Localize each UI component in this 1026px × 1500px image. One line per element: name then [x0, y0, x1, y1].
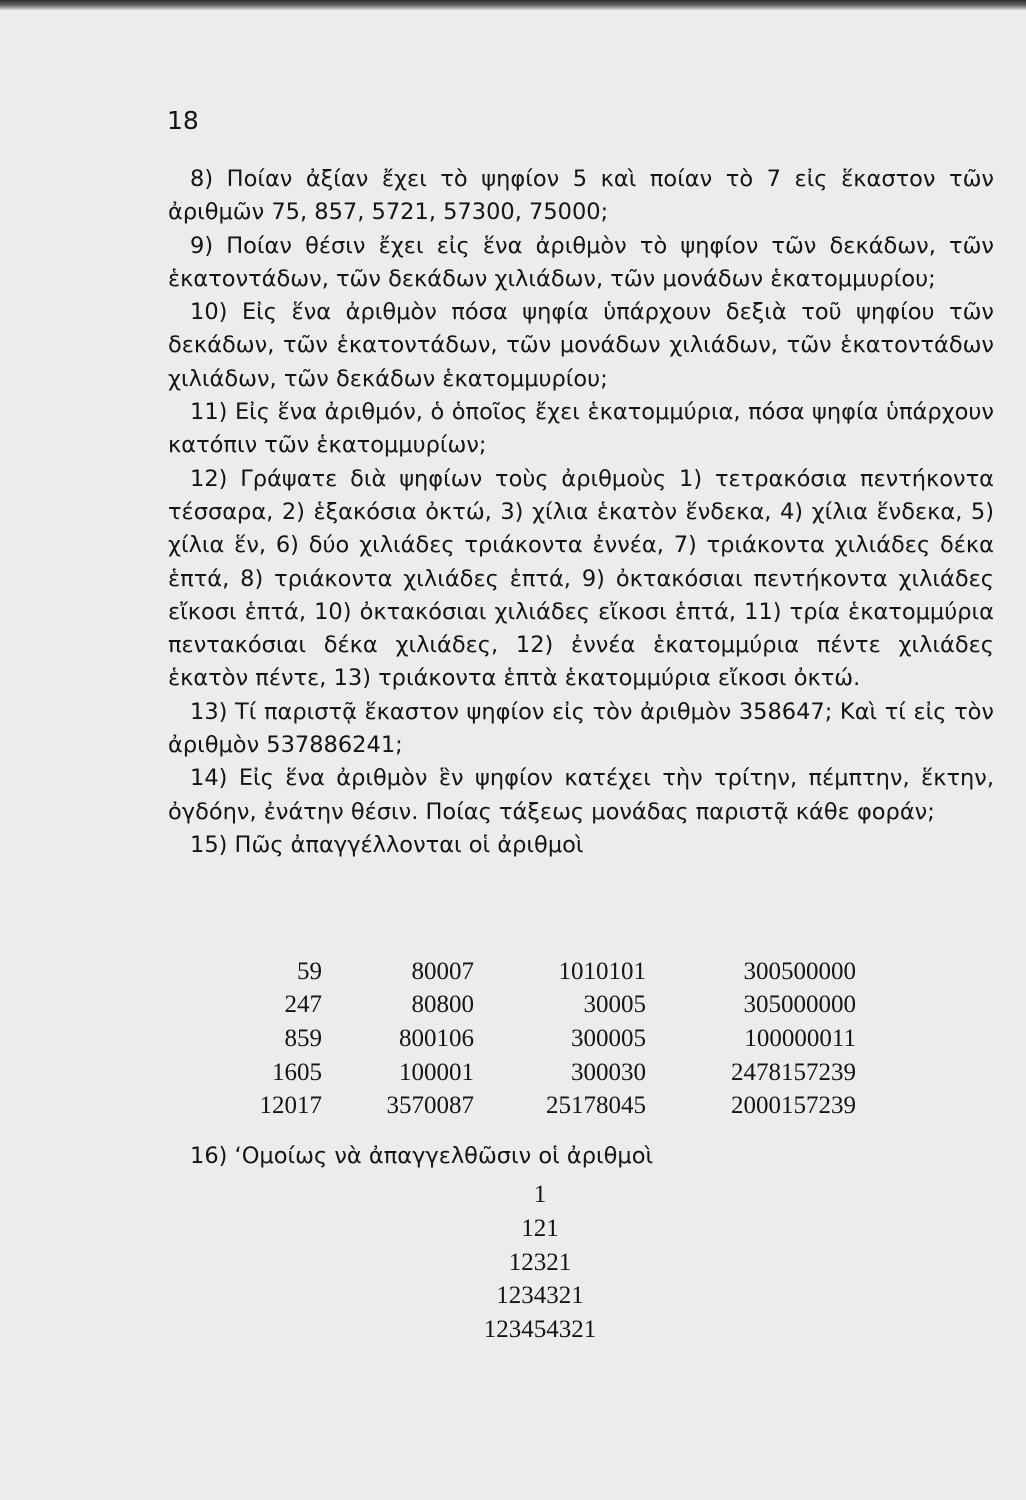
table-cell: 80007: [411, 957, 474, 985]
table-cell: 100000011: [744, 1024, 856, 1052]
table-cell: 2000157239: [731, 1092, 856, 1120]
question-12: 12) Γράψατε διὰ ψηφίων τοὺς ἀριθμοὺς 1) τετρακόσια πεντήκοντα τέσσαρα, 2) ἑξακόσια ὀκτώ, 3) χίλια ἑκατὸν ἕνδεκα, 4) χίλια ἕνδεκα, 5) χίλια ἕν, 6) δύο χιλιάδες τριάκοντα ἐννέα, 7) τριάκοντα χιλιάδες δέκα ἑπτά, 8) τριάκοντα χιλιάδες ἑπτά, 9) ὀκτακόσιαι πεντήκοντα χιλιάδες εἴκοσι ἑπτά, 10) ὀκτακόσιαι χιλιάδες εἴκοσι ἑπτά, 11) τρία ἑκατομμύρια πεντακόσιαι δέκα χιλιάδες, 12) ἐννέα ἑκατομμύρια πέντε χιλιάδες ἑκατὸν πέντε, 13) τριάκοντα ἑπτὰ ἑκατομμύρια εἴκοσι ὀκτώ.: [168, 465, 994, 692]
table-cell: 12017: [259, 1092, 322, 1120]
table-cell: 1605: [272, 1058, 322, 1086]
table-cell: 100001: [399, 1058, 474, 1086]
table-cell: 300030: [571, 1058, 646, 1086]
table-cell: 3570087: [386, 1092, 474, 1120]
pyramid-line: 12321: [508, 1248, 572, 1276]
question-10: 10) Εἰς ἕνα ἀριθμὸν πόσα ψηφία ὑπάρχουν δεξιὰ τοῦ ψηφίου τῶν δεκάδων, τῶν ἑκατοντάδων, τῶν μονάδων χιλιάδων, τῶν ἑκατοντάδων χιλιάδων, τῶν δεκάδων ἑκατομμυρίου;: [168, 299, 994, 392]
table-cell: 300005: [571, 1024, 646, 1052]
question-11: 11) Εἰς ἕνα ἀριθμόν, ὁ ὁποῖος ἔχει ἑκατομμύρια, πόσα ψηφία ὑπάρχουν κατόπιν τῶν ἑκατομμυρίων;: [168, 399, 994, 459]
table-cell: 59: [297, 957, 322, 985]
table-cell: 859: [284, 1024, 322, 1052]
table-cell: 305000000: [743, 991, 856, 1019]
table-cell: 300500000: [743, 957, 856, 985]
number-pyramid: [395, 1178, 685, 1347]
question-9: 9) Ποίαν θέσιν ἔχει εἰς ἕνα ἀριθμὸν τὸ ψηφίον τῶν δεκάδων, τῶν ἑκατοντάδων, τῶν δεκάδων χιλιάδων, τῶν μονάδων ἑκατομμυρίου;: [168, 232, 994, 292]
table-row: [240, 989, 856, 1023]
table-cell: 1010101: [558, 957, 646, 985]
table-row: [240, 955, 856, 989]
question-15: 15) Πῶς ἀπαγγέλλονται οἱ ἀριθμοὶ: [190, 831, 584, 858]
table-cell: 30005: [583, 991, 646, 1019]
question-16: 16) ‘Ομοίως νὰ ἀπαγγελθῶσιν οἱ ἀριθμοὶ: [190, 1143, 654, 1169]
page-top-edge: [0, 0, 1026, 10]
table-row: [240, 1056, 856, 1090]
table-cell: 80800: [411, 991, 474, 1019]
page-number: 18: [167, 106, 199, 135]
table-row: [240, 1022, 856, 1056]
question-14: 14) Εἰς ἕνα ἀριθμὸν ἓν ψηφίον κατέχει τὴν τρίτην, πέμπτην, ἕκτην, ὀγδόην, ἐνάτην θέσιν. Ποίας τάξεως μονάδας παριστᾷ κάθε φοράν;: [168, 765, 994, 825]
table-cell: 247: [284, 991, 322, 1019]
numbers-table: [240, 955, 856, 1123]
pyramid-line: 1234321: [496, 1282, 584, 1310]
pyramid-line: 1: [533, 1181, 547, 1208]
pyramid-line: 121: [521, 1214, 559, 1242]
table-cell: 2478157239: [731, 1058, 856, 1086]
question-8: 8) Ποίαν ἀξίαν ἔχει τὸ ψηφίον 5 καὶ ποίαν τὸ 7 εἰς ἕκαστον τῶν ἀριθμῶν 75, 857, 5721, 57300, 75000;: [168, 166, 994, 226]
exercise-text: [168, 163, 994, 862]
table-cell: 25178045: [546, 1092, 646, 1120]
pyramid-line: 123454321: [483, 1316, 597, 1344]
question-13: 13) Τί παριστᾷ ἕκαστον ψηφίον εἰς τὸν ἀριθμὸν 358647; Καὶ τί εἰς τὸν ἀριθμὸν 537886241;: [168, 698, 994, 759]
table-row: [240, 1089, 856, 1123]
table-cell: 800106: [399, 1024, 474, 1052]
